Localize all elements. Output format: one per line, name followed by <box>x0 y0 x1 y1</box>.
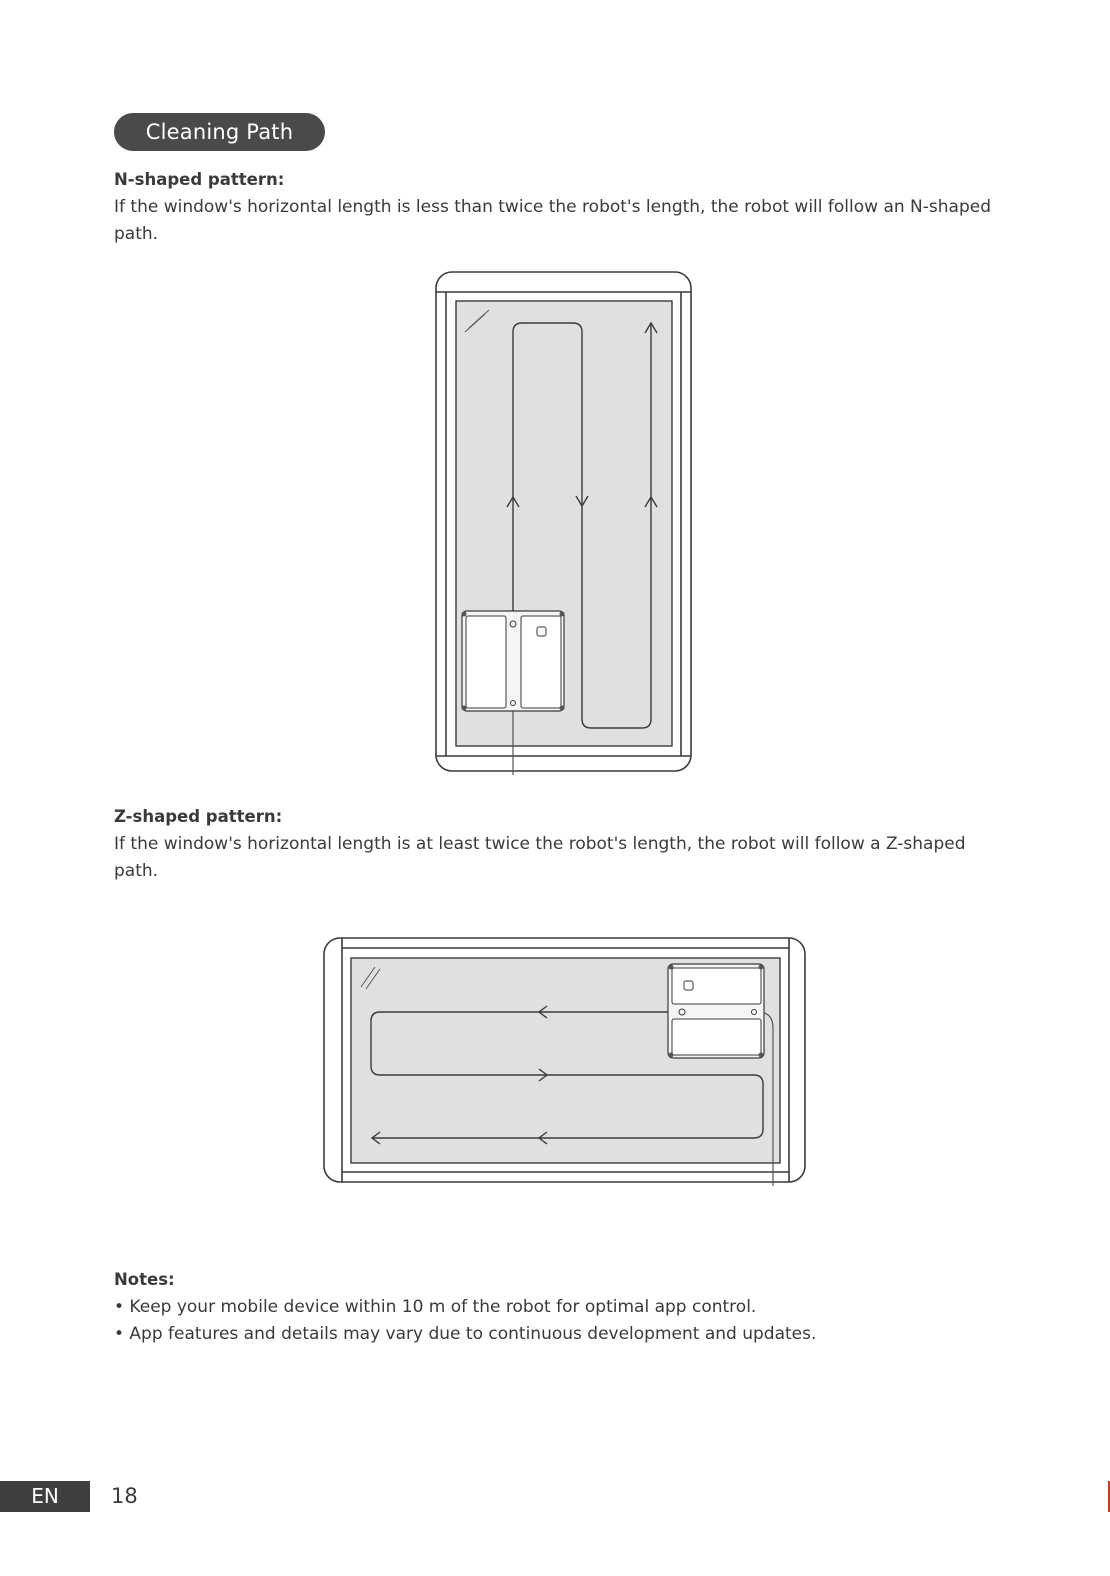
list-item: • Keep your mobile device within 10 m of the robot for optimal app control. <box>114 1297 757 1317</box>
robot-icon <box>668 964 764 1058</box>
notes-heading: Notes: <box>114 1270 175 1289</box>
z-pattern-heading: Z-shaped pattern: <box>114 807 283 826</box>
z-pattern-diagram <box>322 936 807 1186</box>
list-item: • App features and details may vary due to continuous development and updates. <box>114 1324 817 1344</box>
n-pattern-heading: N-shaped pattern: <box>114 170 285 189</box>
language-tab: EN <box>0 1481 90 1512</box>
z-pattern-description: If the window's horizontal length is at least twice the robot's length, the robot will follow a Z-shaped path. <box>114 834 966 881</box>
section-title-badge: Cleaning Path <box>114 113 325 151</box>
n-pattern-description: If the window's horizontal length is less than twice the robot's length, the robot will follow an N-shaped path. <box>114 197 991 244</box>
n-pattern-diagram <box>434 270 694 775</box>
robot-icon <box>462 611 565 711</box>
page-number: 18 <box>111 1484 138 1508</box>
notes-list <box>114 1294 816 1348</box>
